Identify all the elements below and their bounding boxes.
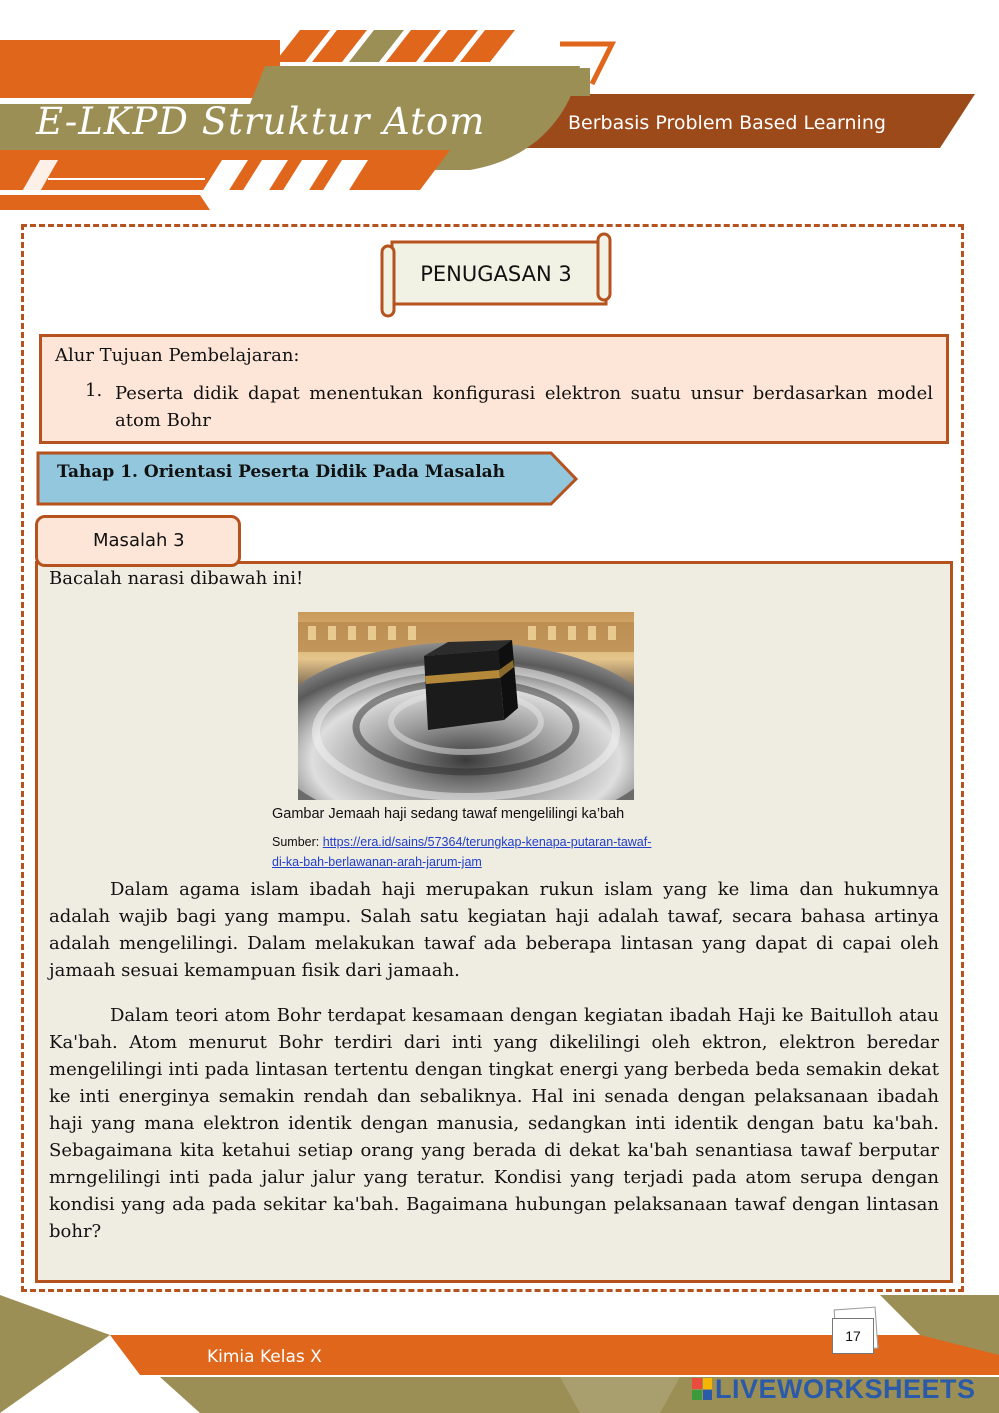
learning-goals-heading: Alur Tujuan Pembelajaran: [55,345,300,366]
page-number: 17 [832,1318,874,1354]
problem-tab: Masalah 3 [35,515,241,567]
source-label: Sumber: [272,835,323,849]
liveworksheets-brand: LIVEWORKSHEETS [715,1373,976,1404]
footer-course: Kimia Kelas X [207,1347,322,1367]
page-subtitle: Berbasis Problem Based Learning [568,112,886,134]
problem-intro: Bacalah narasi dibawah ini! [49,568,304,589]
image-source [272,832,651,872]
assignment-label: PENUGASAN 3 [420,262,572,286]
liveworksheets-icon [692,1378,712,1400]
narrative-paragraph-1: Dalam agama islam ibadah haji merupakan rukun islam yang ke lima dan hukumnya adalah wajib bagi yang mampu. Salah satu kegiatan haji adalah tawaf, secara bahasa artinya adalah mengelilingi. Dalam melakukan tawaf ada beberapa lintasan yang dapat di capai oleh jamaah sesuai kemampuan fisik dari jamaah. [49,879,939,981]
page-title: E-LKPD Struktur Atom [36,100,486,143]
source-link-continued[interactable]: di-ka-bah-berlawanan-arah-jarum-jam [272,855,482,869]
goal-number: 1. [85,380,103,401]
stage-label: Tahap 1. Orientasi Peserta Didik Pada Masalah [57,462,506,482]
narrative-paragraph-2: Dalam teori atom Bohr terdapat kesamaan dengan kegiatan ibadah Haji ke Baitulloh atau Ka'bah. Atom menurut Bohr terdiri dari inti yang dikelilingi oleh ektron, elektron beredar mengelilingi inti pada lintasan tertentu dengan tingkat energi yang berbeda beda semakin dekat ke inti energinya semakin rendah dan sebaliknya. Hal ini senada dengan pelaksanaan ibadah haji yang mana elektron identik dengan manusia, sedangkan inti identik dengan batu ka'bah. Sebagaimana kita ketahui setiap orang yang berada di dekat ka'bah senantiasa tawaf berputar mrngelilingi inti pada jalur jalur yang teratur. Kondisi yang terjadi pada atom serupa dengan kondisi yang ada pada sekitar ka'bah. Bagaimana hubungan pelaksanaan tawaf dengan lintasan bohr? [49,1005,939,1242]
goal-text: Peserta didik dapat menentukan konfigurasi elektron suatu unsur berdasarkan model atom Bohr [115,383,933,431]
liveworksheets-logo [692,1374,976,1404]
source-link[interactable]: https://era.id/sains/57364/terungkap-kenapa-putaran-tawaf- [322,835,652,849]
goal-item [55,380,933,434]
learning-goals-box [39,334,949,444]
kaaba-photo [298,612,634,800]
image-caption: Gambar Jemaah haji sedang tawaf mengelilingi ka’bah [272,806,625,822]
